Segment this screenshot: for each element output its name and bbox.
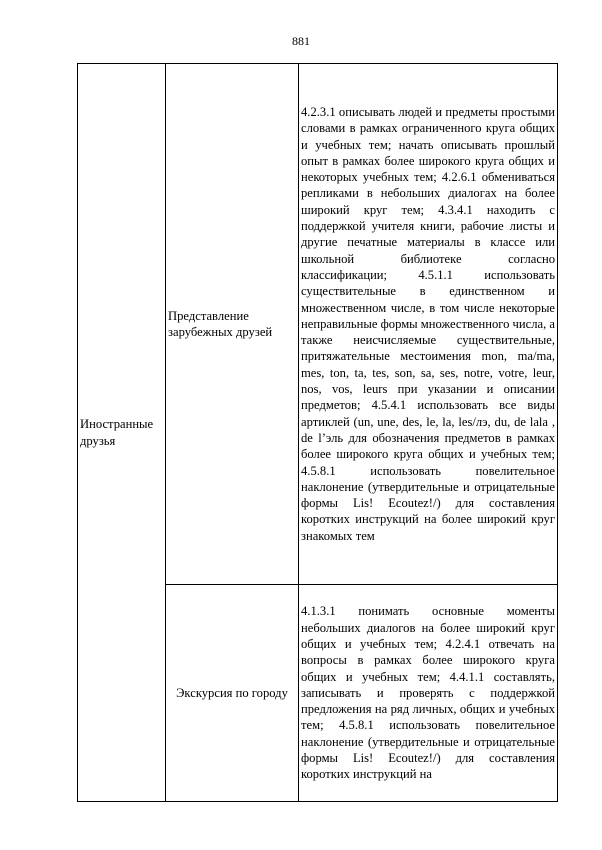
- topic-cell: [78, 64, 166, 802]
- objectives-text: 4.2.3.1 описывать людей и предметы простыми словами в рамках ограниченного круга общих и учебных тем; начать описывать прошлый опыт в рамках более широкого круга общих и некоторых учебных тем; 4.2.6.1 обмениваться репликами в небольших диалогах на более широкий круг тем; 4.3.4.1 находить с поддержкой учителя книги, рабочие листы и другие печатные материалы в классе или школьной библиотеке согласно классификации; 4.5.1.1 использовать существительные в единственном и множественном числе, в том числе некоторые неправильные формы множественного числа, а также неисчисляемые существительные, притяжательные местоимения mon, ma/ma, mes, ton, ta, tes, son, sa, ses, notre, votre, leur, nos, vos, leurs при указании и описании предметов; 4.5.4.1 использовать все виды артиклей (un, une, des, le, la, les/лэ, du, de lala , de l’эль для обозначения предметов в рамках более широкого круга общих и учебных тем; 4.5.8.1 использовать повелительное наклонение (утвердительные и отрицательные формы Lis! Ecoutez!/) для составления коротких инструкций на более широкий круг знакомых тем: [301, 104, 555, 543]
- table-row: [78, 64, 558, 585]
- subtopic-cell: [166, 64, 299, 585]
- subtopic-text: Представление зарубежных друзей: [168, 308, 273, 339]
- objectives-text: 4.1.3.1 понимать основные моменты небольших диалогов на более широкий круг общих и учебных тем; 4.2.4.1 отвечать на вопросы в рамках более широкого круга общих и учебных тем; 4.4.1.1 составлять, записывать и проверять с поддержкой предложения на ряд личных, общих и учебных тем; 4.5.8.1 использовать повелительное наклонение (утвердительные и отрицательные формы Lis! Ecoutez!/) для составления коротких инструкций на: [301, 604, 555, 782]
- subtopic-cell: [166, 585, 299, 802]
- subtopic-text: Экскурсия по городу: [176, 685, 288, 700]
- topic-text: Иностранные друзья: [80, 417, 154, 448]
- objectives-cell: [299, 64, 558, 585]
- page-number: 881: [292, 34, 310, 48]
- objectives-cell: [299, 585, 558, 802]
- curriculum-table: [77, 63, 558, 802]
